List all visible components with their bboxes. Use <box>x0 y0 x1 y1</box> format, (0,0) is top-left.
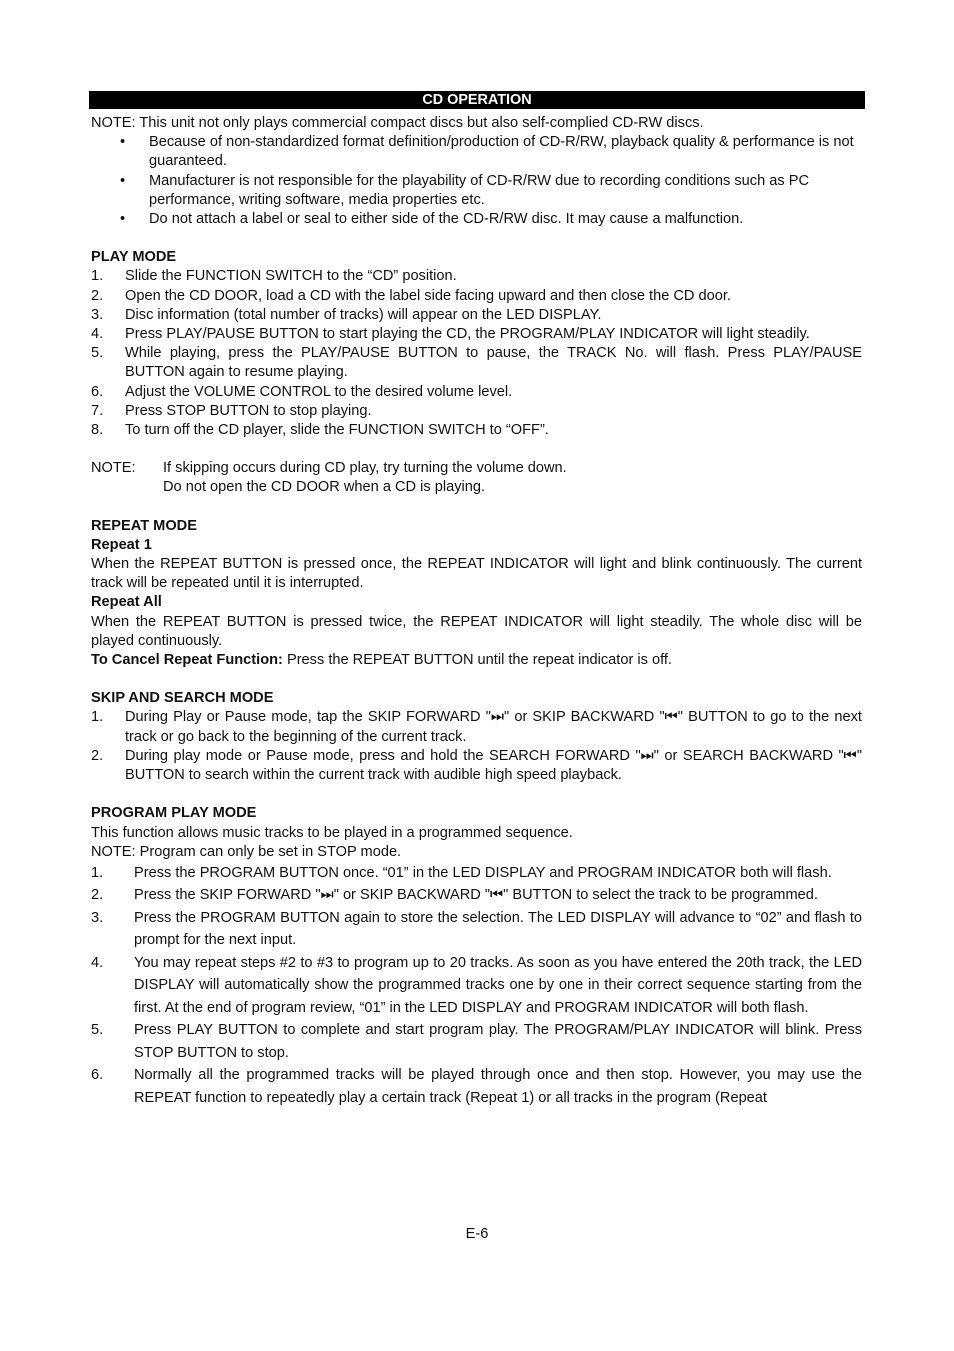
page-number: E-6 <box>465 1226 489 1242</box>
list-item: 6. Normally all the programmed tracks will be played through once and then stop. However, you may use the REPEAT function to repeatedly play a certain track (Repeat 1) or all tracks in the program (Repeat <box>91 1067 862 1106</box>
program-note: NOTE: Program can only be set in STOP mode. <box>91 843 402 860</box>
section-title: CD OPERATION <box>422 92 532 108</box>
repeatall-title: Repeat All <box>91 594 162 611</box>
skip-mode-steps <box>91 708 862 785</box>
list-item: 8. To turn off the CD player, slide the FUNCTION SWITCH to “OFF”. <box>91 422 549 439</box>
list-item: 2. During play mode or Pause mode, press and hold the SEARCH FORWARD "⏭" or SEARCH BACKWARD "⏮" BUTTON to search within the current track with audible high speed playback. <box>91 747 862 784</box>
list-item: 2. Open the CD DOOR, load a CD with the label side facing upward and then close the CD door. <box>91 287 731 304</box>
cancel-repeat-text: Press the REPEAT BUTTON until the repeat indicator is off. <box>282 652 672 669</box>
repeat-mode-heading: REPEAT MODE <box>91 517 197 534</box>
intro-note: NOTE: This unit not only plays commercial compact discs but also self-complied CD-RW discs. <box>91 115 704 131</box>
list-item: 1. Slide the FUNCTION SWITCH to the “CD” position. <box>91 268 457 285</box>
program-mode-steps <box>91 862 862 1110</box>
list-item: 2. Press the SKIP FORWARD "⏭" or SKIP BACKWARD "⏮" BUTTON to select the track to be programmed. <box>91 887 818 904</box>
program-mode-heading: PROGRAM PLAY MODE <box>91 805 257 822</box>
note-line: Do not open the CD DOOR when a CD is playing. <box>163 479 486 496</box>
list-item: 3. Press the PROGRAM BUTTON again to store the selection. The LED DISPLAY will advance to “02” and flash to prompt for the next input. <box>91 909 862 949</box>
list-item: 6. Adjust the VOLUME CONTROL to the desired volume level. <box>91 383 513 400</box>
play-mode-heading: PLAY MODE <box>91 249 177 266</box>
list-item: • Do not attach a label or seal to either side of the CD-R/RW disc. It may cause a malfunction. <box>91 210 862 229</box>
bullet-icon: • <box>120 134 126 151</box>
list-item: 5. Press PLAY BUTTON to complete and start program play. The PROGRAM/PLAY INDICATOR will blink. Press STOP BUTTON to stop. <box>91 1022 862 1061</box>
note-line: If skipping occurs during CD play, try turning the volume down. <box>163 460 567 477</box>
intro-bullets <box>91 133 862 229</box>
program-intro: This function allows music tracks to be played in a programmed sequence. <box>91 824 573 841</box>
list-item: 1. During Play or Pause mode, tap the SKIP FORWARD "⏭" or SKIP BACKWARD "⏮" BUTTON to go to the next track or go back to the beginning of the current track. <box>91 709 862 745</box>
play-mode-steps <box>91 267 862 440</box>
note-label: NOTE: <box>91 460 136 477</box>
cancel-repeat <box>91 651 862 670</box>
list-item: 1. Press the PROGRAM BUTTON once. “01” in the LED DISPLAY and PROGRAM INDICATOR both will flash. <box>91 864 832 881</box>
list-item: 7. Press STOP BUTTON to stop playing. <box>91 402 372 419</box>
skip-mode-heading: SKIP AND SEARCH MODE <box>91 690 274 707</box>
list-item: 3. Disc information (total number of tracks) will appear on the LED DISPLAY. <box>91 306 602 323</box>
list-item: 4. Press PLAY/PAUSE BUTTON to start playing the CD, the PROGRAM/PLAY INDICATOR will light steadily. <box>91 326 810 343</box>
list-item: 4. You may repeat steps #2 to #3 to program up to 20 tracks. As soon as you have entered the 20th track, the LED DISPLAY will automatically show the programmed tracks one by one in their correct sequence starting from the first. At the end of program review, “01” in the LED DISPLAY and PROGRAM INDICATOR will both flash. <box>91 954 862 1016</box>
section-title-bar <box>89 91 865 109</box>
bullet-icon: • <box>120 211 126 228</box>
list-item: • Because of non-standardized format definition/production of CD-R/RW, playback quality & performance is not guaranteed. <box>120 134 854 170</box>
repeat1-title: Repeat 1 <box>91 536 152 553</box>
list-item: 5. While playing, press the PLAY/PAUSE BUTTON to pause, the TRACK No. will flash. Press PLAY/PAUSE BUTTON again to resume playing. <box>91 345 862 381</box>
bullet-icon: • <box>120 172 126 189</box>
repeatall-text: When the REPEAT BUTTON is pressed twice, the REPEAT INDICATOR will light steadily. The whole disc will be played continuously. <box>91 613 862 649</box>
page-content <box>91 114 862 1109</box>
repeat1-text: When the REPEAT BUTTON is pressed once, the REPEAT INDICATOR will light and blink continuously. The current track will be repeated until it is interrupted. <box>91 556 862 592</box>
list-item: • Manufacturer is not responsible for the playability of CD-R/RW due to recording conditions such as PC performance, writing software, media properties etc. <box>120 172 810 208</box>
cancel-repeat-label: To Cancel Repeat Function: <box>91 652 283 669</box>
play-mode-note <box>91 459 862 497</box>
